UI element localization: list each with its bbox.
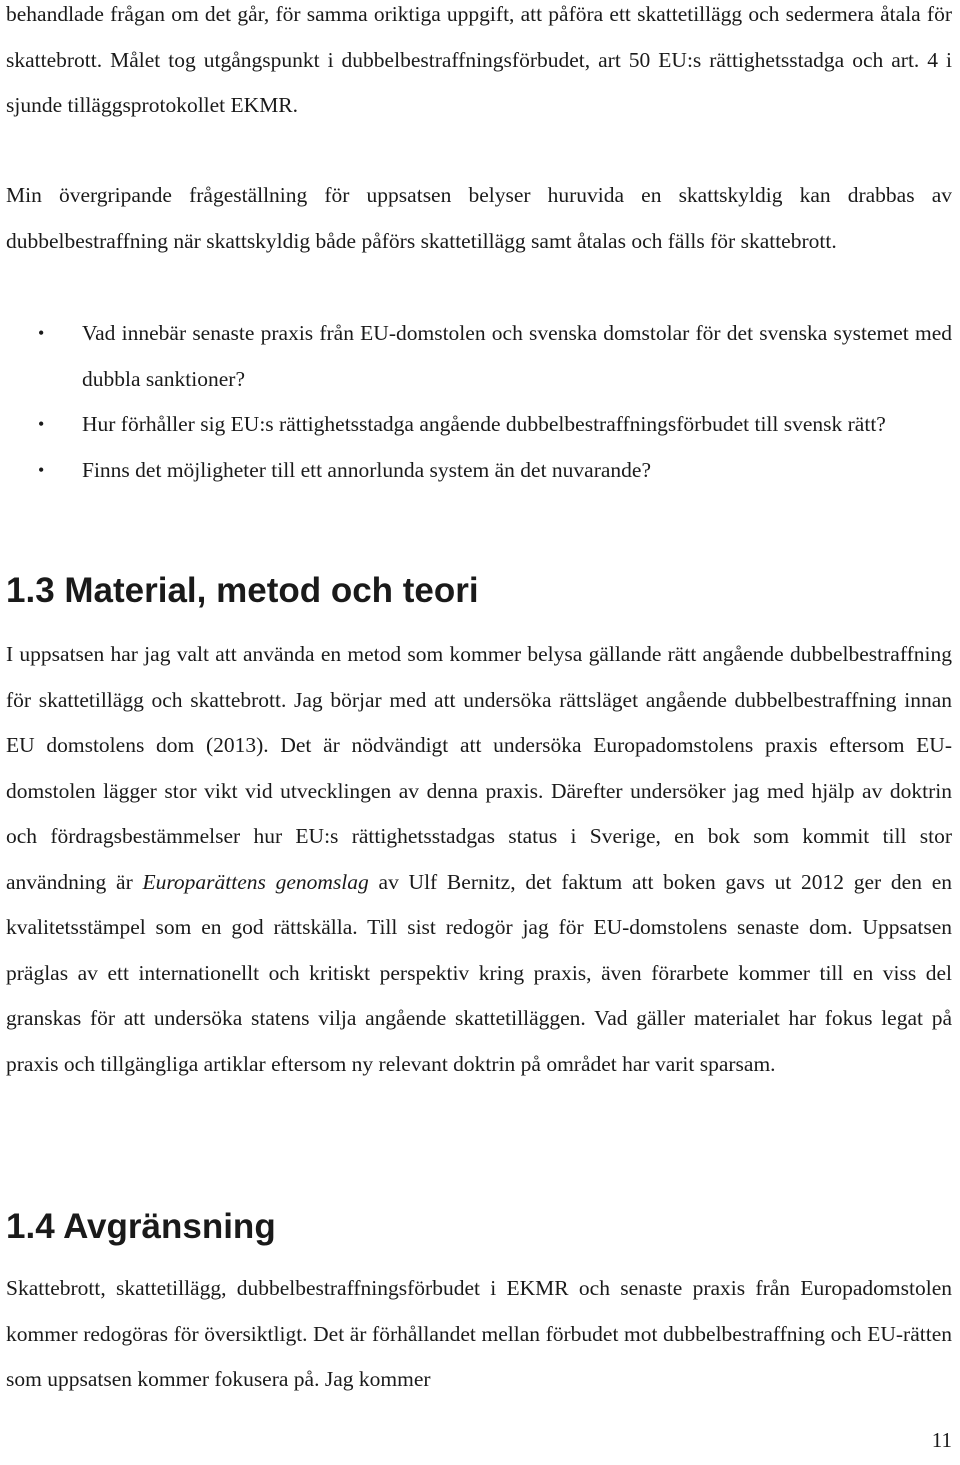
- bullet-icon: •: [38, 459, 45, 480]
- section-heading-avgransning: 1.4 Avgränsning: [6, 1207, 276, 1246]
- list-item: [6, 402, 952, 448]
- list-item-text: Vad innebär senaste praxis från EU-domstolen och svenska domstolar för det svenska systemet med dubbla sanktioner?: [82, 321, 952, 391]
- page-number: 11: [931, 1428, 952, 1452]
- research-question-paragraph: Min övergripande frågeställning för uppsatsen belyser huruvida en skattskyldig kan drabbas av dubbelbestraffning när skattskyldig både påförs skattetillägg samt åtalas och fälls för skattebrott.: [6, 183, 952, 253]
- list-item-text: Finns det möjligheter till ett annorlunda system än det nuvarande?: [82, 457, 652, 482]
- book-title: Europarättens genomslag: [142, 869, 369, 894]
- material-text-part: I uppsatsen har jag valt att använda en metod som kommer belysa gällande rätt angående dubbelbestraffning för skattetillägg och skattebrott. Jag börjar med att undersöka rättsläget angående dubbelbestraffning innan EU domstolens dom (2013). Det är nödvändigt att undersöka Europadomstolens praxis eftersom EU-domstolen lägger stor vikt vid utvecklingen av denna praxis. Därefter undersöker jag med hjälp av doktrin och fördragsbestämmelser hur EU:s rättighetsstadgas status i Sverige, en bok som kommit till stor användning är: [6, 642, 952, 894]
- bullet-icon: •: [38, 323, 45, 343]
- question-list: [6, 311, 952, 493]
- intro-paragraph: behandlade frågan om det går, för samma oriktiga uppgift, att påföra ett skattetillägg och sedermera åtala för skattebrott. Målet tog utgångspunkt i dubbelbestraffningsförbudet, art 50 EU:s rättighetsstadga och art. 4 i sjunde tilläggsprotokollet EKMR.: [6, 2, 952, 117]
- bullet-icon: •: [38, 414, 45, 434]
- section-heading-material: 1.3 Material, metod och teori: [6, 571, 479, 610]
- material-paragraph: [6, 632, 952, 1087]
- list-item-text: Hur förhåller sig EU:s rättighetsstadga angående dubbelbestraffningsförbudet till svensk rätt?: [82, 412, 886, 436]
- list-item: [6, 448, 952, 494]
- list-item: [6, 311, 952, 402]
- material-text-part: av Ulf Bernitz, det faktum att boken gavs ut 2012 ger den en kvalitetsstämpel som en god rättskälla. Till sist redogör jag för EU-domstolens senaste dom. Uppsatsen präglas av ett internationellt och kritiskt perspektiv kring praxis, även förarbete kommer till en viss del granskas för att undersöka statens vilja angående skattetilläggen. Vad gäller materialet har fokus legat på praxis och tillgängliga artiklar eftersom ny relevant doktrin på området har varit sparsam.: [6, 869, 952, 1076]
- avgransning-paragraph: Skattebrott, skattetillägg, dubbelbestraffningsförbudet i EKMR och senaste praxis från Europadomstolen kommer redogöras för översiktligt. Det är förhållandet mellan förbudet mot dubbelbestraffning och EU-rätten som uppsatsen kommer fokusera på. Jag kommer: [6, 1276, 952, 1391]
